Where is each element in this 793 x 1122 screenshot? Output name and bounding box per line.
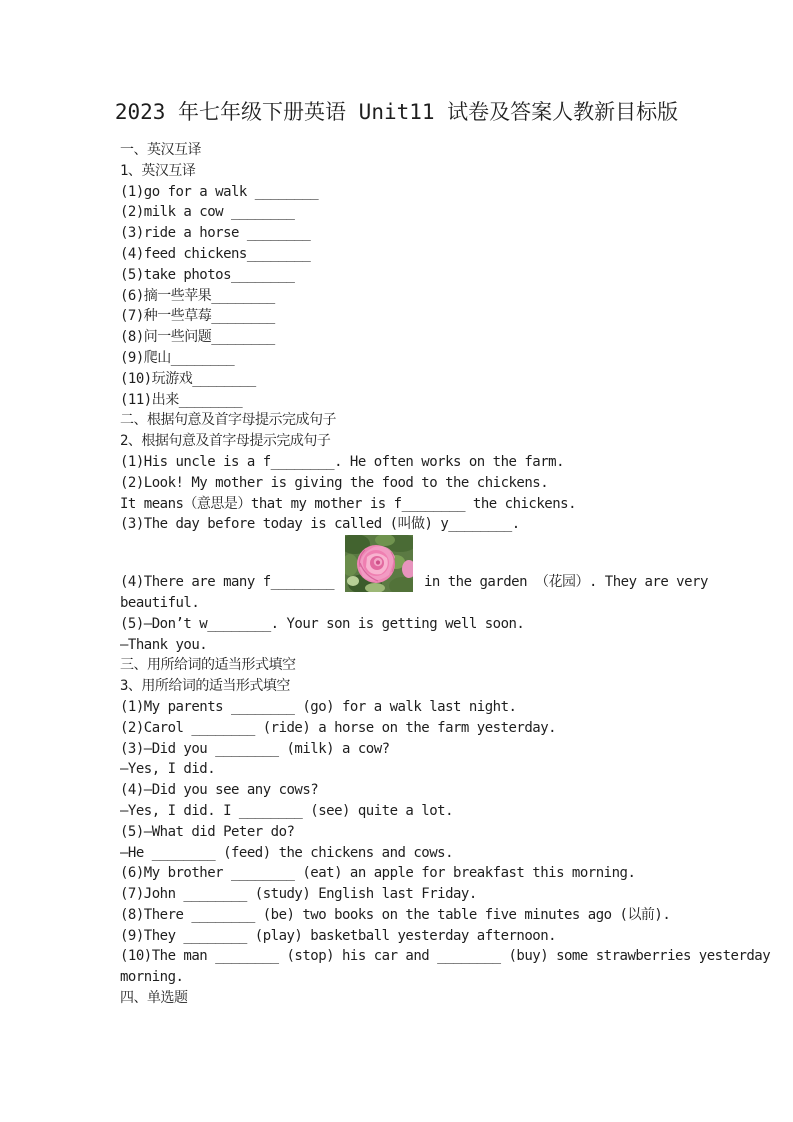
q2-heading: 2、根据句意及首字母提示完成句子 (120, 433, 331, 450)
q1-item-4: (4)feed chickens________ (120, 245, 311, 262)
rose-photo (345, 535, 413, 592)
q2-item-1: (1)His uncle is a f________. He often works on the farm. (120, 453, 565, 470)
q1-item-2: (2)milk a cow ________ (120, 204, 295, 221)
q1-item-8: (8)问一些问题________ (120, 329, 275, 346)
q2-item-4a (120, 535, 708, 593)
section-3-heading: 三、用所给词的适当形式填空 (120, 657, 296, 674)
section-2-heading: 二、根据句意及首字母提示完成句子 (120, 412, 336, 429)
q1-item-6: (6)摘一些苹果________ (120, 287, 275, 304)
q3-item-1: (1)My parents ________ (go) for a walk last night. (120, 698, 517, 715)
q3-item-10b: morning. (120, 969, 184, 986)
q3-item-8: (8)There ________ (be) two books on the table five minutes ago (以前). (120, 906, 671, 923)
q3-item-4a: (4)—Did you see any cows? (120, 782, 319, 799)
q2-item-5a: (5)—Don’t w________. Your son is getting well soon. (120, 615, 525, 632)
q3-heading: 3、用所给词的适当形式填空 (120, 678, 290, 695)
q1-item-11: (11)出来________ (120, 391, 243, 408)
page-title: 2023 年七年级下册英语 Unit11 试卷及答案人教新目标版 (114, 100, 679, 124)
q2-item-2a: (2)Look! My mother is giving the food to the chickens. (120, 474, 549, 491)
q3-item-9: (9)They ________ (play) basketball yesterday afternoon. (120, 927, 557, 944)
q3-item-7: (7)John ________ (study) English last Friday. (120, 886, 477, 903)
line-text-after-image: in the garden （花园）. They are very (423, 574, 708, 591)
q2-item-4b: beautiful. (120, 594, 200, 611)
q1-heading: 1、英汉互译 (120, 162, 196, 179)
q1-item-3: (3)ride a horse ________ (120, 225, 311, 242)
q1-item-5: (5)take photos________ (120, 266, 295, 283)
line-text-before-image: (4)There are many f________ (120, 574, 343, 591)
section-1-heading: 一、英汉互译 (120, 142, 201, 158)
q3-item-4b: —Yes, I did. I ________ (see) quite a lot. (120, 802, 454, 819)
q3-item-10a: (10)The man ________ (stop) his car and ________ (buy) some strawberries yesterday (120, 948, 771, 965)
q3-item-6: (6)My brother ________ (eat) an apple for breakfast this morning. (120, 865, 636, 882)
q3-item-3b: —Yes, I did. (120, 761, 216, 778)
q3-item-5b: —He ________ (feed) the chickens and cows. (120, 844, 454, 861)
q1-item-10: (10)玩游戏________ (120, 370, 256, 387)
q3-item-3a: (3)—Did you ________ (milk) a cow? (120, 740, 390, 757)
document-body (120, 140, 771, 1009)
q3-item-2: (2)Carol ________ (ride) a horse on the farm yesterday. (120, 719, 557, 736)
q3-item-5a: (5)—What did Peter do? (120, 823, 295, 840)
q2-item-2b: It means（意思是）that my mother is f________ the chickens. (120, 495, 577, 512)
q1-item-9: (9)爬山________ (120, 349, 235, 366)
q1-item-1: (1)go for a walk ________ (120, 183, 319, 200)
q2-item-3: (3)The day before today is called (叫做) y________. (120, 516, 520, 533)
q1-item-7: (7)种一些草莓________ (120, 308, 275, 325)
q2-item-5b: —Thank you. (120, 636, 208, 653)
section-4-heading: 四、单选题 (120, 990, 188, 1007)
